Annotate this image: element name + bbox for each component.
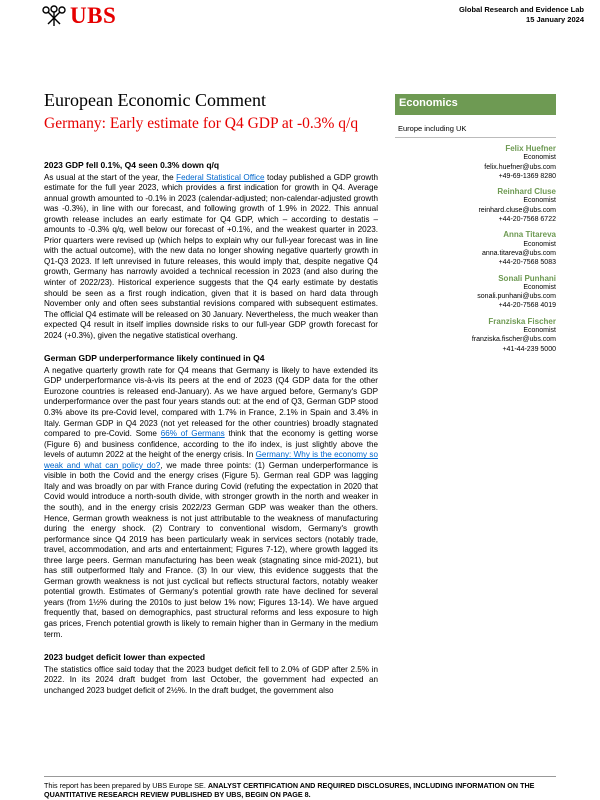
author-card: [395, 144, 556, 181]
author-role: Economist: [523, 240, 556, 248]
author-card: [395, 230, 556, 267]
research-unit: Global Research and Evidence Lab: [458, 5, 584, 14]
report-header: [459, 5, 584, 25]
author-email[interactable]: franziska.fischer@ubs.com: [471, 336, 556, 344]
author-phone: +44-20-7568 6722: [498, 216, 556, 224]
footer-text: This report has been prepared by UBS Europe SE.: [44, 781, 208, 790]
paragraph: [44, 173, 378, 342]
author-name: Felix Huefner: [505, 144, 556, 153]
text-span: today published a GDP growth estimate for the full year 2023, which provides a first indication for growth in Q4. Average annual growth amounted to -0.1% in 2023 (calendar-adjusted; non-calendar-adjusted growth was -0.3%), in line with our forecast, and following growth of 1.9% in 2022. This annual growth release includes an early estimate for Q4 GDP, which – according to destatis – amounts to -0.3% q/q, well below our forecast of +0.1%, and the weakest quarter in 2023. Prior quarters were revised up (which helps to explain why our full-year forecast was in line with the actual outcome), with the new data no longer showing negative quarterly growth in Q1-Q3 2023. If left unrevised in future releases, this would imply that, despite negative Q4 growth, Germany has narrowly avoided a technical recession in 2023 (and also during the winter of 2022/23). Historical experience suggests that the Q4 early estimate by destatis should be seen as a first rough indication, given that it is based on hard data through November only and often sees substantial revisions compared with subsequent estimates. The official Q4 estimate will be released on 30 January. Nevertheless, the much weaker than expected Q4 result in itself implies downside risks to our full-year GDP growth forecast for 2024 (+0.3%), given the negative statistical overhang.: [44, 172, 378, 340]
text-span: As usual at the start of the year, the: [44, 172, 177, 182]
author-phone: +44-20-7568 5083: [498, 259, 556, 267]
section-heading: German GDP underperformance likely continued in Q4: [44, 353, 265, 364]
author-role: Economist: [523, 154, 556, 162]
author-phone: +49-69-1369 8280: [498, 172, 556, 180]
author-role: Economist: [523, 283, 556, 291]
paragraph: The statistics office said today that the 2023 budget deficit fell to 2.0% of GDP after 2.5% in 2022. In its 2024 draft budget from last October, the government had expected an unchanged 2023 budget deficit of 2½%. In the draft budget, the government also: [44, 664, 378, 695]
footer-disclosure: ANALYST CERTIFICATION AND REQUIRED DISCLOSURES, INCLUDING INFORMATION ON THE QUANTITATIVE RESEARCH REVIEW PUBLISHED BY UBS, BEGIN ON PAGE 8.: [44, 781, 535, 799]
report-link[interactable]: Germany: Why is the economy so weak and what can policy do?: [44, 450, 378, 470]
author-role: Economist: [523, 197, 556, 205]
author-name: Franziska Fischer: [488, 316, 556, 326]
text-span: , we made three points: (1) German underperformance is visible in both the Covid and the energy crises (Figure 5). German real GDP was lagging Italy and was broadly on par with France during Covid (refuting the expectation in 2020 that Covid would introduce a north-south divide, with stronger growth in the north and weaker in the south), and in the energy crisis 2022/23 German GDP was weaker than the others. Hence, German growth weakness is not just attributable to the weakness of manufacturing during the energy shock. (2) Contrary to conventional wisdom, Germany's growth performance since Q4 2019 has been particularly weak in services sectors (notably trade, travel, accommodation, and arts and entertainment; Figures 7-12), where growth lagged its three large peers. German manufacturing has been weak (stagnating since mid-2021), but has still outperformed Italy and France. (3) In our view, this evidence suggests that the German growth weakness is not just cyclical but reflects structural factors, notably weaker potential growth. Estimates of Germany's potential growth rate have declined for several years (from 1½% during the 2010s to just below 1% now; Figures 13-14). We have argued frequently that, based on demographics, past structural reforms and less exposure to high gas prices, French potential growth is likely to remain higher than in Germany in the medium term.: [44, 460, 378, 639]
report-date: 15 January 2024: [526, 15, 584, 24]
ubs-logo: [41, 3, 116, 29]
author-card: [395, 187, 556, 224]
footer-divider: [44, 776, 556, 777]
author-card: [395, 317, 556, 354]
sidebar: [395, 94, 556, 354]
author-role: Economist: [523, 327, 556, 335]
author-email[interactable]: sonali.punhani@ubs.com: [477, 293, 556, 301]
text-span: A negative quarterly growth rate for Q4 means that Germany is likely to have extended its GDP underperformance vis-à-vis its peers at the end of 2023 (Q4 GDP data for the other Eurozone countries is released end-January). As we have argued before, Germany's GDP underperformance over the past four years stands out: at the end of Q3, German GDP stood 0.3% above its pre-Covid level, compared with 1.7% in France, 2.1% in Spain and 3.4% in Italy. German GDP in Q4 2023 (not yet released for the other countries) broadly stagnated compared to pre-Covid. Some: [44, 365, 378, 439]
author-phone: +41-44-239 5000: [502, 345, 556, 353]
region-label: Europe including UK: [395, 115, 556, 138]
author-name: Anna Titareva: [503, 230, 556, 240]
author-email[interactable]: felix.huefner@ubs.com: [484, 163, 556, 171]
destatis-link[interactable]: Federal Statistical Office: [176, 172, 265, 182]
keys-logo-icon: [41, 5, 67, 27]
section-heading: 2023 GDP fell 0.1%, Q4 seen 0.3% down q/q: [44, 160, 220, 170]
author-phone: +44-20-7568 4019: [498, 302, 556, 310]
document-title: European Economic Comment: [44, 90, 266, 110]
survey-link[interactable]: 66% of Germans: [160, 429, 225, 439]
disclosure-footer: [44, 781, 556, 799]
paragraph: [44, 366, 378, 640]
document-subtitle: Germany: Early estimate for Q4 GDP at -0.3% q/q: [44, 115, 359, 132]
text-span: think that the economy is getting worse (Figure 6) and business confidence, according to the ifo index, is just slightly above the levels of autumn 2022 at the height of the energy crisis. In: [44, 429, 379, 460]
section-heading: 2023 budget deficit lower than expected: [44, 652, 206, 663]
report-body: [44, 160, 378, 708]
author-name: Sonali Punhani: [498, 273, 556, 283]
author-email[interactable]: reinhard.cluse@ubs.com: [478, 206, 556, 214]
category-banner: Economics: [395, 94, 556, 115]
author-card: [395, 274, 556, 311]
logo-text: UBS: [70, 3, 117, 28]
author-email[interactable]: anna.titareva@ubs.com: [481, 249, 556, 257]
author-name: Reinhard Cluse: [497, 187, 556, 197]
